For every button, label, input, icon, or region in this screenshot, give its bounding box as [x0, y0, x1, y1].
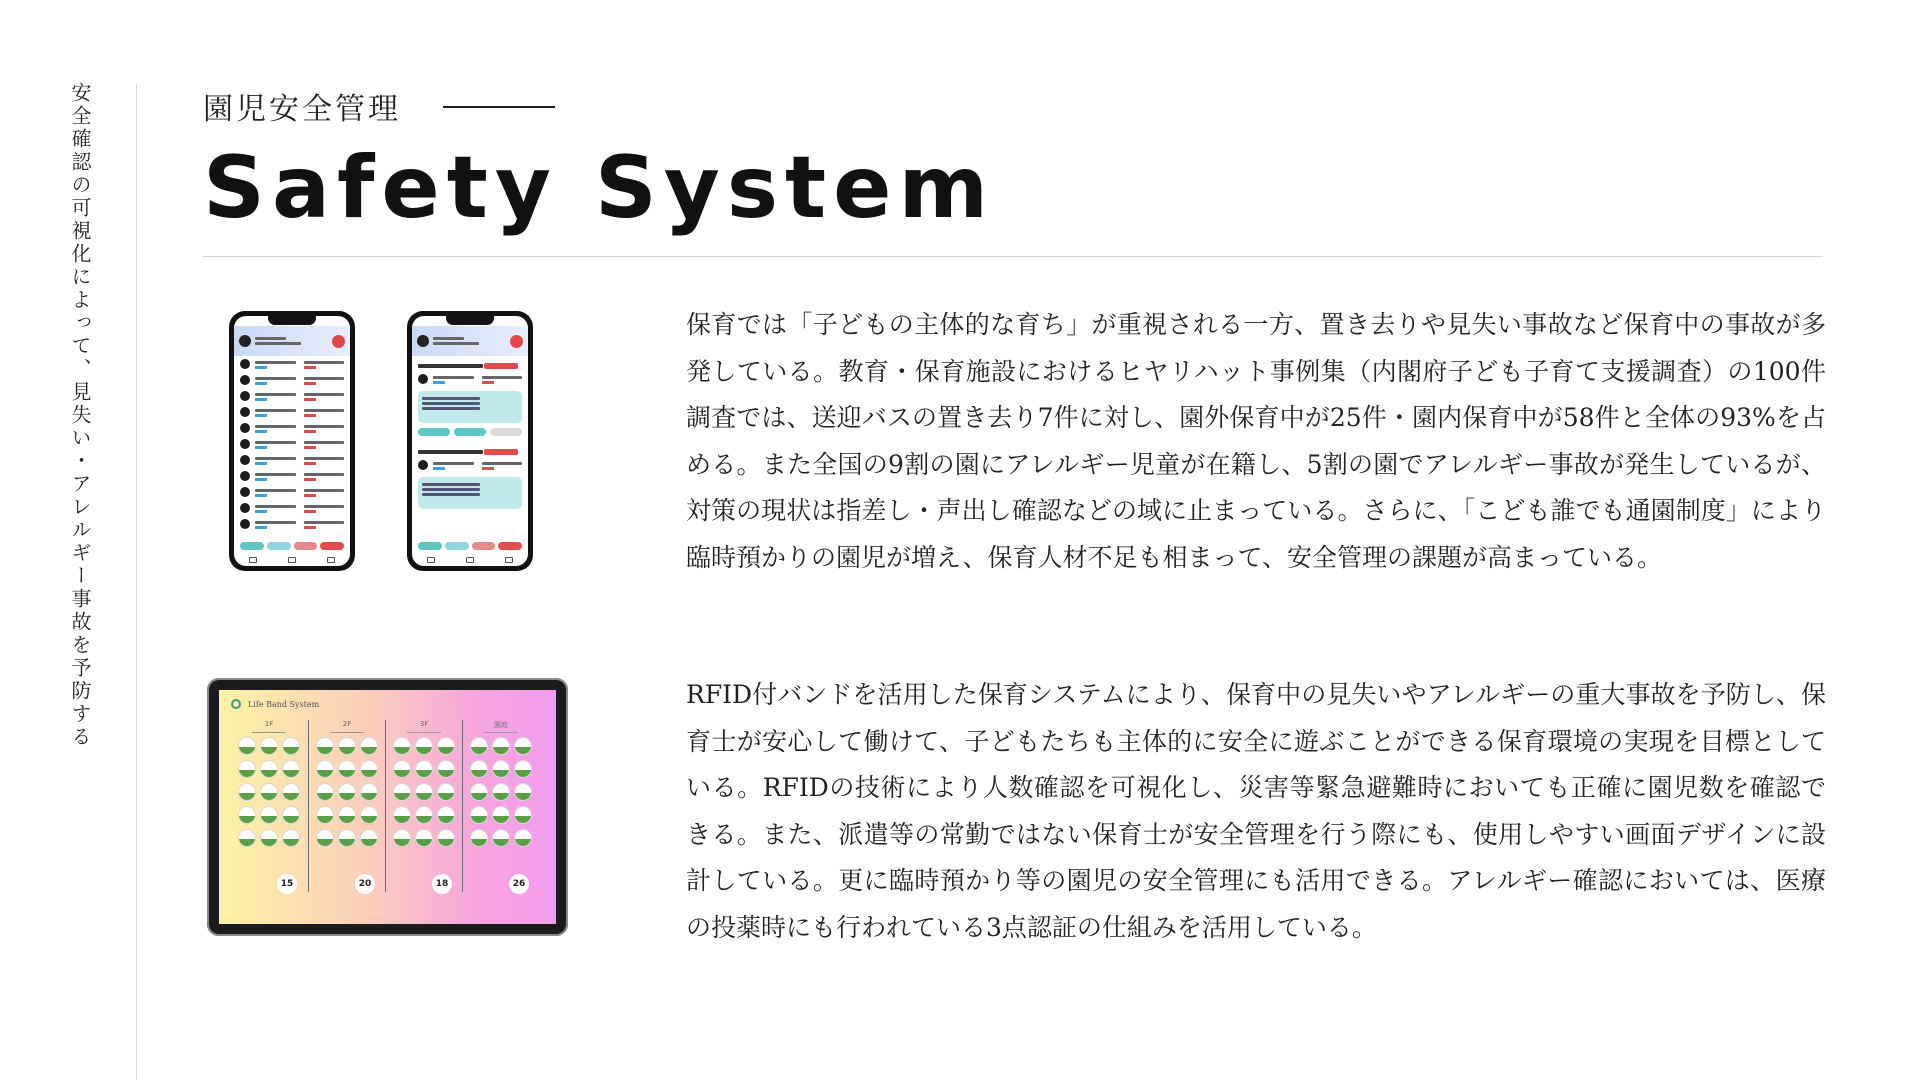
child-marker-icon: [361, 761, 377, 777]
section-subtitle: 園児安全管理: [203, 92, 401, 127]
child-marker-icon: [283, 807, 299, 823]
child-marker-icon: [515, 784, 531, 800]
phone-notch: [268, 316, 316, 325]
child-row: [234, 404, 350, 420]
menu-icon: [466, 557, 474, 563]
child-marker-icon: [239, 761, 255, 777]
child-marker-icon: [317, 761, 333, 777]
child-row: [234, 436, 350, 452]
child-marker-icon: [416, 830, 432, 846]
child-row: [412, 457, 528, 473]
child-count-badge: 20: [355, 874, 375, 894]
tablet-mockup: [207, 678, 568, 936]
child-row: [234, 468, 350, 484]
paragraph-background: 保育では「子どもの主体的な育ち」が重視される一方、置き去りや見失い事故など保育中の事故が多発している。教育・保育施設におけるヒヤリハット事例集（内閣府子ども子育て支援調査）の100件調査では、送迎バスの置き去り7件に対し、園外保育中が25件・園内保育中が58件と全体の93%を占める。また全国の9割の園にアレルギー児童が在籍し、5割の園でアレルギー事故が発生しているが、対策の現状は指差し・声出し確認などの域に止まっている。さらに、「こども誰でも通園制度」により臨時預かりの園児が増え、保育人材不足も相まって、安全管理の課題が高まっている。: [686, 310, 1826, 572]
child-marker-icon: [438, 738, 454, 754]
child-marker-icon: [261, 761, 277, 777]
phone-button-2: [445, 542, 469, 550]
phone-nav-bar: [234, 557, 350, 563]
user-avatar-icon: [239, 335, 251, 347]
child-marker-icon: [339, 830, 355, 846]
home-icon: [427, 557, 435, 563]
phone-button-1: [418, 542, 442, 550]
child-count-badge: 18: [432, 874, 452, 894]
child-marker-icon: [261, 738, 277, 754]
child-marker-icon: [361, 738, 377, 754]
phone-button-3: [472, 542, 496, 550]
child-marker-icon: [416, 738, 432, 754]
child-marker-icon: [239, 830, 255, 846]
child-row: [234, 516, 350, 532]
tablet-screen: [219, 690, 556, 924]
phone-button-1: [240, 542, 264, 550]
child-avatar-icon: [240, 503, 250, 513]
floor-label: 3F: [419, 720, 429, 728]
child-avatar-icon: [240, 359, 250, 369]
children-grid: [231, 738, 307, 846]
phone-button-4: [320, 542, 344, 550]
child-marker-icon: [394, 830, 410, 846]
child-marker-icon: [339, 761, 355, 777]
phone-header: [412, 326, 528, 356]
child-avatar-icon: [240, 455, 250, 465]
child-row: [234, 372, 350, 388]
child-marker-icon: [239, 738, 255, 754]
child-marker-icon: [394, 738, 410, 754]
child-avatar-icon: [240, 375, 250, 385]
check-steps: [418, 428, 522, 436]
child-marker-icon: [493, 830, 509, 846]
phone-action-bar: [418, 542, 522, 550]
paragraph-solution: RFID付バンドを活用した保育システムにより、保育中の見失いやアレルギーの重大事故を予防し、保育士が安心して働けて、子どもたちも主体的に安全に遊ぶことができる保育環境の実現を目標としている。RFIDの技術により人数確認を可視化し、災害等緊急避難時においても正確に園児数を確認できる。また、派遣等の常勤ではない保育士が安全管理を行う際にも、使用しやすい画面デザインに設計している。更に臨時預かり等の園児の安全管理にも活用できる。アレルギー確認においては、医療の投薬時にも行われている3点認証の仕組みを活用している。: [686, 680, 1826, 942]
floor-column-yard: [462, 720, 539, 892]
allergy-section-title: [418, 450, 483, 454]
child-row: [234, 500, 350, 516]
child-marker-icon: [471, 830, 487, 846]
subtitle-rule: [443, 106, 555, 108]
child-marker-icon: [416, 807, 432, 823]
floor-column-2f: [308, 720, 385, 892]
children-grid: [463, 738, 539, 846]
child-count-badge: 26: [509, 874, 529, 894]
child-row: [234, 452, 350, 468]
phone-screen-roster: [234, 316, 350, 566]
child-marker-icon: [317, 738, 333, 754]
child-marker-icon: [261, 830, 277, 846]
phone-header: [234, 326, 350, 356]
count-badge-icon: [332, 335, 345, 348]
phone-nav-bar: [412, 557, 528, 563]
child-marker-icon: [515, 738, 531, 754]
children-grid: [309, 738, 385, 846]
roster-list: [234, 356, 350, 532]
child-marker-icon: [515, 830, 531, 846]
phone-action-bar: [240, 542, 344, 550]
count-badge-icon: [510, 335, 523, 348]
child-avatar-icon: [240, 471, 250, 481]
child-marker-icon: [261, 807, 277, 823]
app-logo-icon: [231, 699, 241, 709]
child-marker-icon: [493, 738, 509, 754]
back-icon: [327, 557, 335, 563]
child-avatar-icon: [240, 391, 250, 401]
child-marker-icon: [416, 761, 432, 777]
child-row: [234, 356, 350, 372]
child-row: [234, 484, 350, 500]
floor-column-3f: [385, 720, 462, 892]
child-marker-icon: [438, 784, 454, 800]
page-title: Safety System: [203, 138, 996, 238]
child-avatar-icon: [240, 487, 250, 497]
children-grid: [386, 738, 462, 846]
child-row: [234, 420, 350, 436]
floor-column-1f: [231, 720, 307, 892]
allergy-section-title: [418, 364, 483, 368]
child-avatar-icon: [240, 439, 250, 449]
child-avatar-icon: [240, 519, 250, 529]
child-marker-icon: [339, 807, 355, 823]
floor-label: 園庭: [494, 721, 508, 729]
child-marker-icon: [394, 784, 410, 800]
phone-mockup-roster: [229, 311, 355, 571]
vertical-tagline: 安全確認の可視化によって、見失い・アレルギー事故を予防する: [68, 82, 92, 749]
child-marker-icon: [283, 738, 299, 754]
child-marker-icon: [339, 784, 355, 800]
tablet-app-title: Life Band System: [248, 699, 320, 709]
child-count-badge: 15: [277, 874, 297, 894]
child-avatar-icon: [240, 423, 250, 433]
header-divider: [203, 256, 1823, 257]
floor-label: 1F: [264, 720, 274, 728]
child-marker-icon: [493, 807, 509, 823]
child-marker-icon: [317, 830, 333, 846]
child-marker-icon: [493, 784, 509, 800]
child-marker-icon: [471, 738, 487, 754]
phone-button-4: [498, 542, 522, 550]
child-marker-icon: [317, 807, 333, 823]
child-marker-icon: [317, 784, 333, 800]
child-row: [412, 371, 528, 387]
child-marker-icon: [239, 807, 255, 823]
allergy-info-card: [418, 477, 522, 509]
phone-notch: [446, 316, 494, 325]
child-marker-icon: [515, 807, 531, 823]
child-marker-icon: [361, 830, 377, 846]
child-marker-icon: [438, 807, 454, 823]
phone-button-3: [294, 542, 318, 550]
child-marker-icon: [471, 761, 487, 777]
child-marker-icon: [239, 784, 255, 800]
child-marker-icon: [394, 761, 410, 777]
child-marker-icon: [283, 784, 299, 800]
child-marker-icon: [283, 830, 299, 846]
phone-screen-allergy: [412, 316, 528, 566]
child-marker-icon: [438, 761, 454, 777]
back-icon: [505, 557, 513, 563]
floor-label: 2F: [342, 720, 352, 728]
child-marker-icon: [283, 761, 299, 777]
child-marker-icon: [416, 784, 432, 800]
child-marker-icon: [438, 830, 454, 846]
sidebar-divider: [136, 84, 137, 1080]
child-marker-icon: [394, 807, 410, 823]
menu-icon: [288, 557, 296, 563]
allergy-info-card: [418, 391, 522, 423]
child-row: [234, 388, 350, 404]
child-marker-icon: [493, 761, 509, 777]
phone-button-2: [267, 542, 291, 550]
child-marker-icon: [339, 738, 355, 754]
tablet-app-header: [231, 699, 319, 709]
child-marker-icon: [471, 807, 487, 823]
child-marker-icon: [361, 784, 377, 800]
child-marker-icon: [361, 807, 377, 823]
child-avatar-icon: [240, 407, 250, 417]
child-marker-icon: [515, 761, 531, 777]
child-marker-icon: [261, 784, 277, 800]
home-icon: [249, 557, 257, 563]
child-marker-icon: [471, 784, 487, 800]
phone-mockup-allergy: [407, 311, 533, 571]
user-avatar-icon: [417, 335, 429, 347]
